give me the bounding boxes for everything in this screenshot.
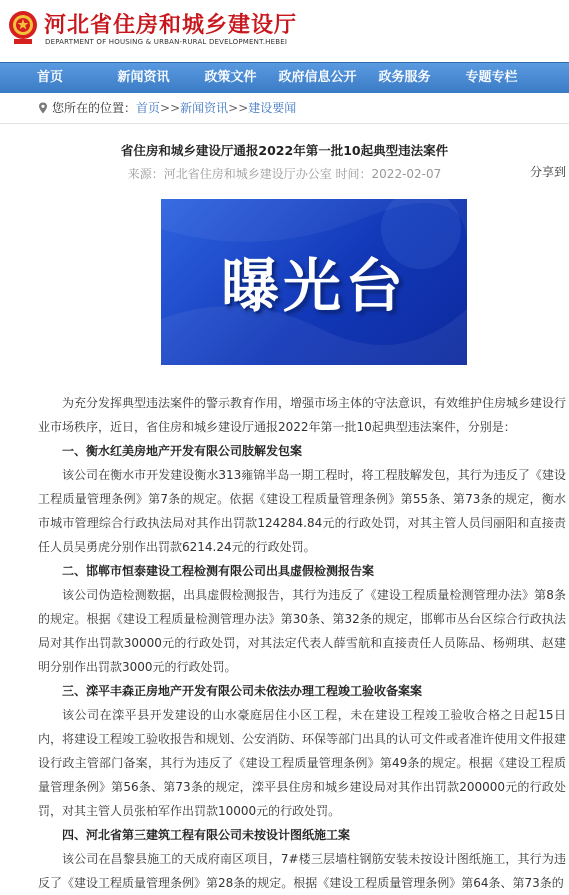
national-emblem-icon — [8, 8, 38, 46]
breadcrumb-separator: >> — [160, 101, 181, 115]
breadcrumb-prefix: 您所在的位置： — [52, 101, 137, 115]
nav-services[interactable]: 政务服务 — [378, 70, 431, 85]
case-heading: 四、河北省第三建筑工程有限公司未按设计图纸施工案 — [62, 828, 351, 842]
case-heading: 二、邯郸市恒泰建设工程检测有限公司出具虚假检测报告案 — [62, 564, 375, 578]
nav-news[interactable]: 新闻资讯 — [117, 70, 170, 85]
article-meta — [0, 165, 569, 187]
case-heading: 一、衡水红美房地产开发有限公司肢解发包案 — [62, 444, 303, 458]
case-body: 该公司在衡水市开发建设衡水313雍锦半岛一期工程时，将工程肢解发包，其行为违反了《建设工程质量管理条例》第7条的规定。依据《建设工程质量管理条例》第55条、第73条的规定，衡水市城市管理综合行政执法局对其作出罚款124284.84元的行政处罚，对其主管人员闫丽阳和直接责任人员吴勇虎分别作出罚款6214.24元的行政处罚。 — [38, 468, 566, 554]
case-body: 该公司在昌黎县施工的天成府南区项目，7#楼三层墙柱钢筋安装未按设计图纸施工，其行为违反了《建设工程质量管理条例》第28条的规定。根据《建设工程质量管理条例》第64条、第73条的 — [38, 852, 566, 890]
exposure-banner-image — [161, 199, 467, 365]
nav-gov-info[interactable]: 政府信息公开 — [278, 70, 357, 85]
breadcrumb-separator: >> — [228, 101, 249, 115]
site-subtitle: DEPARTMENT OF HOUSING & URBAN-RURAL DEVELOPMENT.HEBEI — [45, 38, 288, 46]
main-nav — [0, 62, 569, 93]
case-heading: 三、滦平丰森正房地产开发有限公司未依法办理工程竣工验收备案案 — [62, 684, 423, 698]
breadcrumb — [0, 93, 569, 124]
breadcrumb-construction-news[interactable]: 建设要闻 — [248, 101, 297, 115]
nav-home[interactable]: 首页 — [36, 70, 63, 85]
nav-policy[interactable]: 政策文件 — [204, 70, 257, 85]
banner-text: 曝光台 — [220, 252, 407, 320]
case-body: 该公司在滦平县开发建设的山水豪庭居住小区工程，未在建设工程竣工验收合格之日起15日内，将建设工程竣工验收报告和规划、公安消防、环保等部门出具的认可文件或者准许使用文件报建设行政主管部门备案，其行为违反了《建设工程质量管理条例》第49条的规定。根据《建设工程质量管理条例》第56条、第73条的规定，滦平县住房和城乡建设局对其作出罚款200000元的行政处罚，对其主管人员张柏军作出罚款10000元的行政处罚。 — [38, 708, 567, 818]
article-source-date: 来源：河北省住房和城乡建设厅办公室 时间：2022-02-07 — [127, 167, 442, 181]
breadcrumb-home[interactable]: 首页 — [136, 101, 161, 115]
case-body: 该公司伪造检测数据，出具虚假检测报告，其行为违反了《建设工程质量检测管理办法》第8条的规定。根据《建设工程质量检测管理办法》第30条、第32条的规定，邯郸市丛台区综合行政执法局对其作出罚款30000元的行政处罚，对其法定代表人薛雪航和直接责任人员陈品、杨朔琪、赵建明分别作出罚款3000元的行政处罚。 — [38, 588, 566, 674]
article-body — [38, 391, 566, 895]
site-title[interactable]: 河北省住房和城乡建设厅 — [44, 13, 298, 38]
site-header — [0, 0, 569, 62]
share-button[interactable]: 分享到 — [529, 165, 566, 179]
nav-topics[interactable]: 专题专栏 — [465, 70, 518, 85]
article-intro: 为充分发挥典型违法案件的警示教育作用，增强市场主体的守法意识，有效维护住房城乡建设行业市场秩序，近日，省住房和城乡建设厅通报2022年第一批10起典型违法案件，分别是： — [38, 396, 567, 434]
location-pin-icon — [38, 102, 48, 114]
article-title: 省住房和城乡建设厅通报2022年第一批10起典型违法案件 — [120, 143, 449, 158]
breadcrumb-news[interactable]: 新闻资讯 — [180, 101, 229, 115]
